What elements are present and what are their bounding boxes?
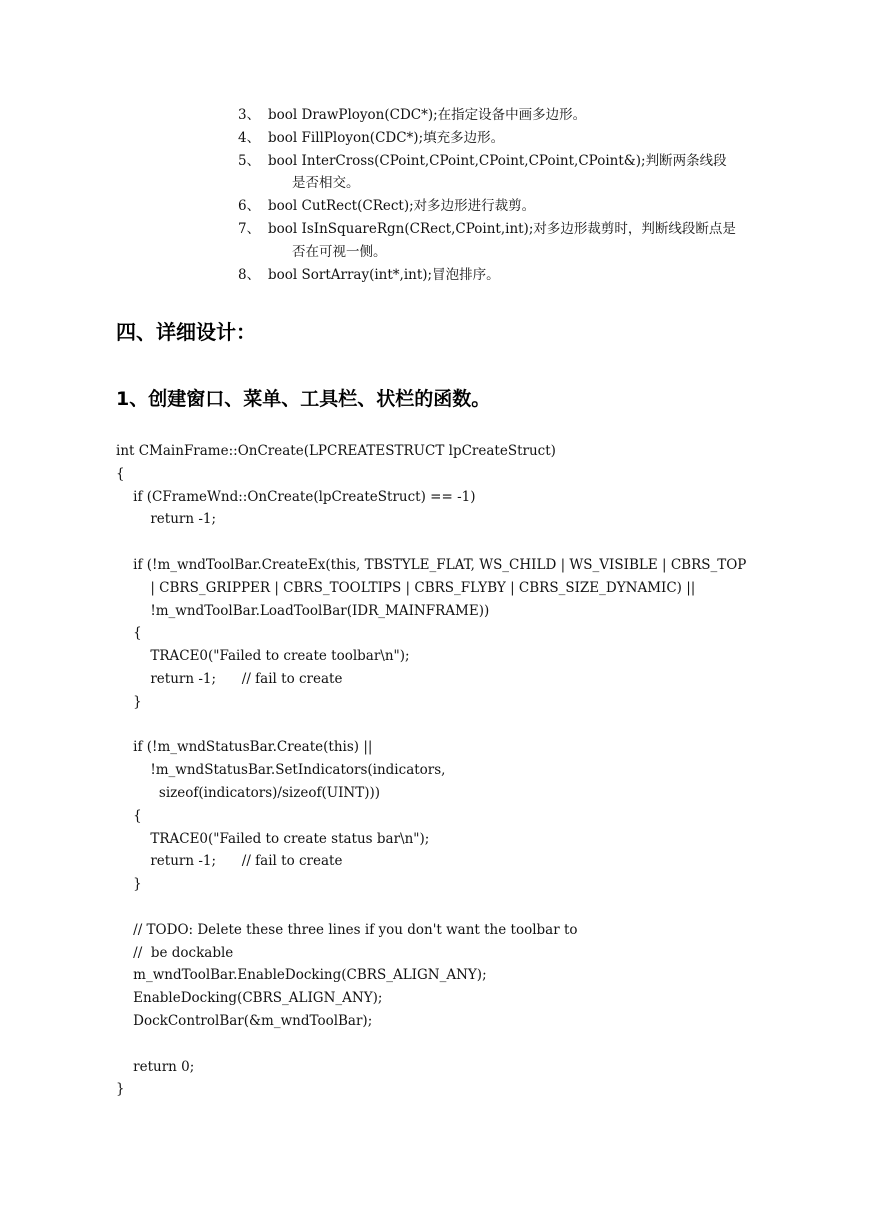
code-block bbox=[116, 440, 816, 1101]
list-item bbox=[238, 218, 798, 264]
code-line: { bbox=[116, 625, 142, 642]
code-line: return -1; // fail to create bbox=[116, 670, 343, 687]
code-line: m_wndToolBar.EnableDocking(CBRS_ALIGN_ANY); bbox=[116, 967, 487, 984]
code-line: int CMainFrame::OnCreate(LPCREATESTRUCT lpCreateStruct) bbox=[116, 443, 556, 459]
code-line: EnableDocking(CBRS_ALIGN_ANY); bbox=[116, 990, 383, 1007]
function-list bbox=[238, 104, 798, 286]
list-text: bool DrawPloyon(CDC*);在指定设备中画多边形。 bbox=[268, 107, 587, 123]
code-line: // be dockable bbox=[116, 944, 234, 961]
list-number: 3、 bbox=[238, 107, 261, 123]
code-line bbox=[116, 531, 816, 554]
code-line bbox=[116, 714, 816, 737]
list-text: bool InterCross(CPoint,CPoint,CPoint,CPoint,CPoint&);判断两条线段 bbox=[268, 152, 727, 169]
code-line: TRACE0("Failed to create status bar\n"); bbox=[116, 830, 430, 847]
list-number: 8、 bbox=[238, 266, 261, 283]
code-line: !m_wndStatusBar.SetIndicators(indicators, bbox=[116, 762, 446, 779]
list-number: 5、 bbox=[238, 152, 261, 169]
code-line bbox=[116, 896, 816, 919]
list-number: 4、 bbox=[238, 129, 261, 146]
code-line: { bbox=[116, 465, 125, 482]
list-item bbox=[238, 104, 798, 127]
code-line: // TODO: Delete these three lines if you don't want the toolbar to bbox=[116, 921, 578, 938]
code-line: } bbox=[116, 876, 142, 893]
code-line: if (CFrameWnd::OnCreate(lpCreateStruct) == -1) bbox=[116, 488, 476, 505]
list-text-continuation: 是否相交。 bbox=[292, 175, 360, 192]
list-item bbox=[238, 150, 798, 196]
list-text-continuation: 否在可视一侧。 bbox=[292, 243, 387, 260]
code-line: } bbox=[116, 693, 142, 710]
code-line: | CBRS_GRIPPER | CBRS_TOOLTIPS | CBRS_FLYBY | CBRS_SIZE_DYNAMIC) || bbox=[116, 579, 696, 596]
section-heading: 四、详细设计： bbox=[116, 320, 256, 344]
code-line: DockControlBar(&m_wndToolBar); bbox=[116, 1012, 373, 1029]
code-line: sizeof(indicators)/sizeof(UINT))) bbox=[116, 784, 381, 801]
code-line: return -1; // fail to create bbox=[116, 853, 343, 870]
list-number: 7、 bbox=[238, 220, 261, 237]
code-line: return -1; bbox=[116, 511, 217, 528]
code-line: { bbox=[116, 807, 142, 824]
code-line bbox=[116, 1033, 816, 1056]
list-item bbox=[238, 195, 798, 218]
list-text: bool CutRect(CRect);对多边形进行裁剪。 bbox=[268, 198, 536, 215]
list-item bbox=[238, 127, 798, 150]
list-item bbox=[238, 264, 798, 287]
code-line: TRACE0("Failed to create toolbar\n"); bbox=[116, 648, 410, 665]
sub-heading: 1、创建窗口、菜单、工具栏、状栏的函数。 bbox=[116, 388, 491, 410]
code-line: if (!m_wndStatusBar.Create(this) || bbox=[116, 739, 373, 756]
code-line: } bbox=[116, 1081, 125, 1098]
code-line: !m_wndToolBar.LoadToolBar(IDR_MAINFRAME)) bbox=[116, 602, 490, 619]
list-number: 6、 bbox=[238, 198, 261, 215]
code-line: return 0; bbox=[116, 1058, 195, 1075]
list-text: bool FillPloyon(CDC*);填充多边形。 bbox=[268, 129, 505, 146]
list-text: bool SortArray(int*,int);冒泡排序。 bbox=[268, 266, 500, 283]
list-text: bool IsInSquareRgn(CRect,CPoint,int);对多边形裁剪时，判断线段断点是 bbox=[268, 220, 736, 237]
code-line: if (!m_wndToolBar.CreateEx(this, TBSTYLE_FLAT, WS_CHILD | WS_VISIBLE | CBRS_TOP bbox=[116, 556, 747, 573]
